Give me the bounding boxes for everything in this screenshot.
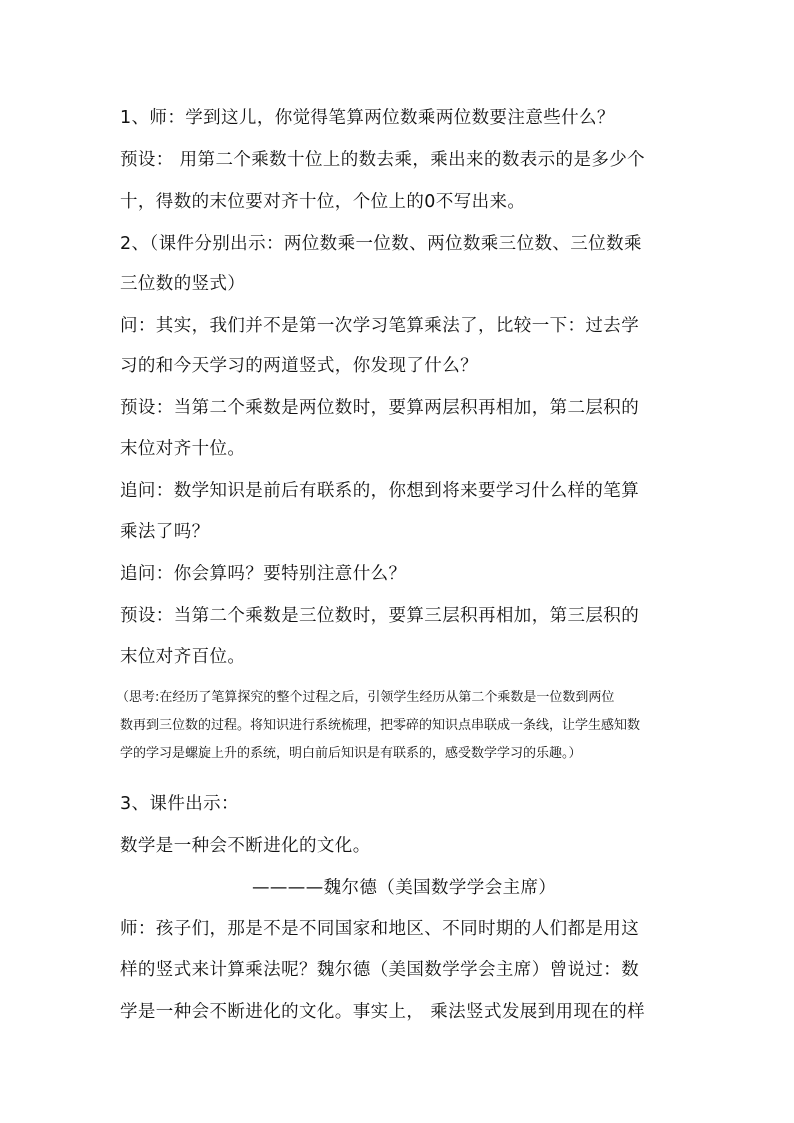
paragraph-line: 乘法了吗？ — [120, 522, 210, 542]
quote-text: 数学是一种会不断进化的文化。 — [120, 836, 371, 856]
quote-attribution: ————魏尔德（美国数学学会主席） — [252, 878, 557, 898]
paragraph-line: 追问：你会算吗？要特别注意什么？ — [120, 564, 407, 584]
paragraph-line: 十，得数的末位要对齐十位，个位上的0不写出来。 — [120, 192, 526, 212]
paragraph-line: 样的竖式来计算乘法呢？魏尔德（美国数学学会主席）曾说过：数 — [120, 960, 640, 980]
paragraph-line: 习的和今天学习的两道竖式，你发现了什么？ — [120, 356, 478, 376]
paragraph-line: 末位对齐百位。 — [120, 647, 246, 667]
reflection-note-line: 学的学习是螺旋上升的系统，明白前后知识是有联系的，感受数学学习的乐趣。） — [120, 746, 582, 761]
reflection-note-line: （思考:在经历了笔算探究的整个过程之后，引领学生经历从第二个乘数是一位数到两位 — [116, 690, 615, 705]
paragraph-line: 预设：当第二个乘数是三位数时，要算三层积再相加，第三层积的 — [120, 606, 640, 626]
paragraph-line: 预设：当第二个乘数是两位数时，要算两层积再相加，第二层积的 — [120, 398, 640, 418]
paragraph-line: 问：其实，我们并不是第一次学习笔算乘法了，比较一下：过去学 — [120, 316, 640, 336]
paragraph-line: 追问：数学知识是前后有联系的，你想到将来要学习什么样的笔算 — [120, 481, 640, 501]
paragraph-line: 预设： 用第二个乘数十位上的数去乘，乘出来的数表示的是多少个 — [120, 150, 646, 170]
paragraph-line: 三位数的竖式） — [120, 274, 246, 294]
paragraph-line: 2、（课件分别出示：两位数乘一位数、两位数乘三位数、三位数乘 — [120, 234, 642, 254]
paragraph-line: 师：孩子们，那是不是不同国家和地区、不同时期的人们都是用这 — [120, 919, 640, 939]
paragraph-line: 学是一种会不断进化的文化。事实上， 乘法竖式发展到用现在的样 — [120, 1002, 646, 1022]
reflection-note-line: 数再到三位数的过程。将知识进行系统梳理，把零碎的知识点串联成一条线，让学生感知数 — [120, 718, 641, 733]
paragraph-line: 末位对齐十位。 — [120, 439, 246, 459]
section-heading: 3、课件出示： — [120, 794, 239, 814]
paragraph-line: 1、师：学到这儿，你觉得笔算两位数乘两位数要注意些什么？ — [120, 108, 615, 128]
